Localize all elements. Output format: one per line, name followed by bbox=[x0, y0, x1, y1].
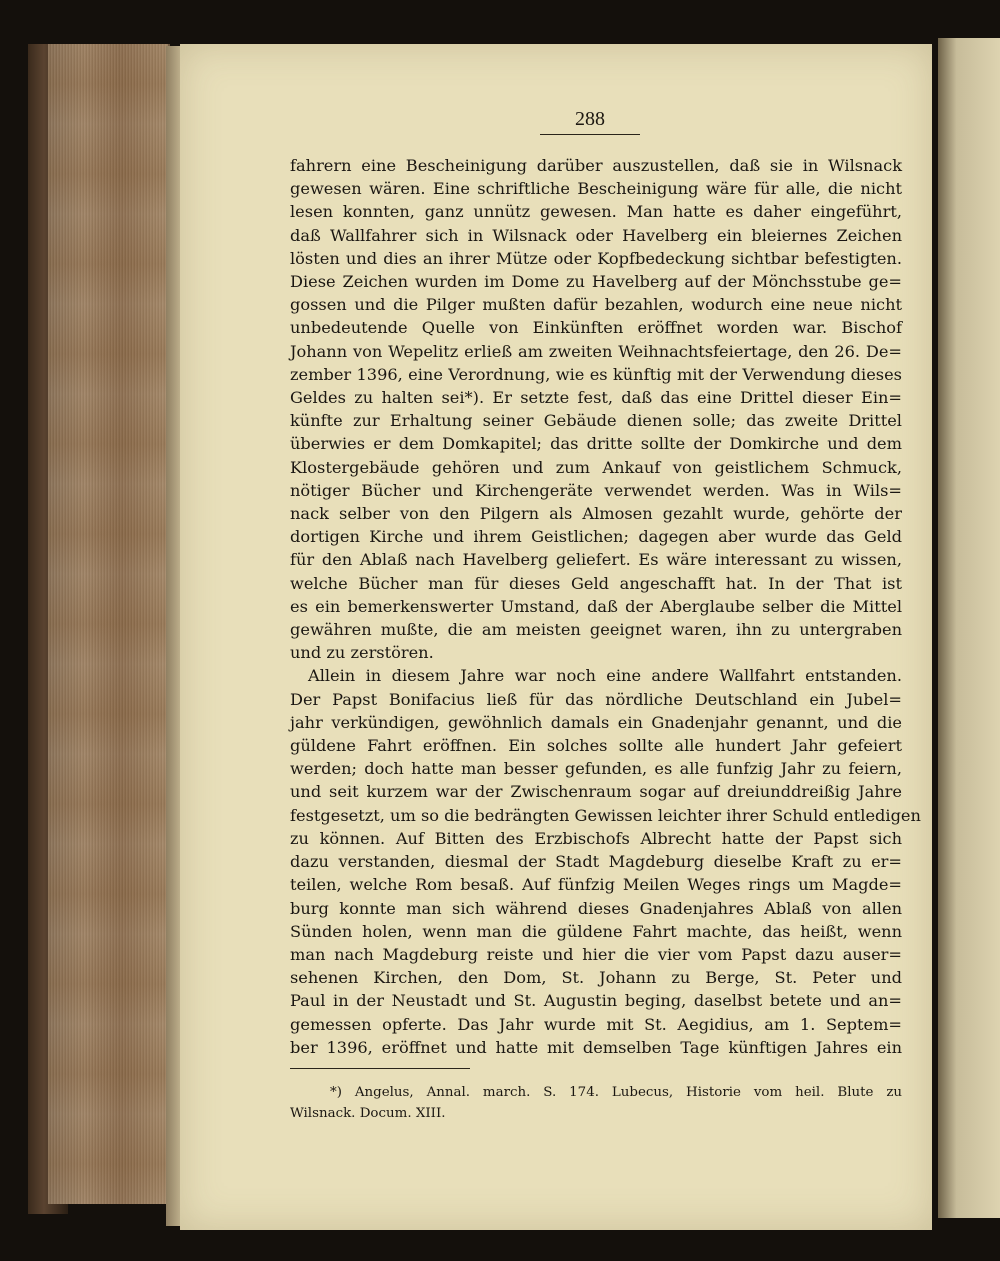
text-line: lesen konnten, ganz unnütz gewesen. Man hatte es daher eingeführt, bbox=[290, 202, 902, 222]
text-line: teilen, welche Rom besaß. Auf fünfzig Meilen Weges rings um Magde= bbox=[290, 875, 902, 895]
text-line: gewähren mußte, die am meisten geeignet waren, ihn zu untergraben bbox=[290, 620, 902, 640]
text-line: Allein in diesem Jahre war noch eine andere Wallfahrt entstanden. bbox=[308, 666, 902, 686]
text-line: güldene Fahrt eröffnen. Ein solches sollte alle hundert Jahr gefeiert bbox=[290, 736, 902, 756]
footnote bbox=[290, 1082, 902, 1124]
book-page bbox=[180, 44, 932, 1230]
text-line: gossen und die Pilger mußten dafür bezahlen, wodurch eine neue nicht bbox=[290, 295, 902, 315]
text-line: welche Bücher man für dieses Geld angeschafft hat. In der That ist bbox=[290, 573, 902, 593]
text-line: Der Papst Bonifacius ließ für das nördliche Deutschland ein Jubel= bbox=[290, 689, 902, 709]
text-line: burg konnte man sich während dieses Gnadenjahres Ablaß von allen bbox=[290, 898, 902, 918]
text-line: und seit kurzem war der Zwischenraum sogar auf dreiunddreißig Jahre bbox=[290, 782, 902, 802]
page-block-edges bbox=[48, 44, 170, 1204]
text-line: festgesetzt, um so die bedrängten Gewissen leichter ihrer Schuld entledigen bbox=[290, 805, 921, 825]
text-line: nötiger Bücher und Kirchengeräte verwendet werden. Was in Wils= bbox=[290, 480, 902, 500]
text-line: lösten und dies an ihrer Mütze oder Kopfbedeckung sichtbar befestigten. bbox=[290, 248, 902, 268]
text-line: für den Ablaß nach Havelberg geliefert. Es wäre interessant zu wissen, bbox=[290, 550, 902, 570]
text-line: Sünden holen, wenn man die güldene Fahrt machte, das heißt, wenn bbox=[290, 921, 902, 941]
text-line: Geldes zu halten sei*). Er setzte fest, daß das eine Drittel dieser Ein= bbox=[290, 388, 902, 408]
text-line: sehenen Kirchen, den Dom, St. Johann zu Berge, St. Peter und bbox=[290, 968, 902, 988]
text-line: daß Wallfahrer sich in Wilsnack oder Havelberg ein bleiernes Zeichen bbox=[290, 225, 902, 245]
text-line: jahr verkündigen, gewöhnlich damals ein Gnadenjahr genannt, und die bbox=[290, 712, 902, 732]
page-number-rule bbox=[540, 134, 640, 135]
text-line: gewesen wären. Eine schriftliche Bescheinigung wäre für alle, die nicht bbox=[290, 179, 902, 199]
text-line: dortigen Kirche und ihrem Geistlichen; dagegen aber wurde das Geld bbox=[290, 527, 902, 547]
text-line: nack selber von den Pilgern als Almosen gezahlt wurde, gehörte der bbox=[290, 504, 902, 524]
text-line: Klostergebäude gehören und zum Ankauf von geistlichem Schmuck, bbox=[290, 457, 902, 477]
text-line: unbedeutende Quelle von Einkünften eröffnet worden war. Bischof bbox=[290, 318, 902, 338]
text-line: ber 1396, eröffnet und hatte mit demselben Tage künftigen Jahres ein bbox=[290, 1037, 902, 1057]
text-line: künfte zur Erhaltung seiner Gebäude dienen solle; das zweite Drittel bbox=[290, 411, 902, 431]
text-line: man nach Magdeburg reiste und hier die vier vom Papst dazu auser= bbox=[290, 944, 902, 964]
text-line: Johann von Wepelitz erließ am zweiten Weihnachtsfeiertage, den 26. De= bbox=[290, 341, 902, 361]
text-line: fahrern eine Bescheinigung darüber auszustellen, daß sie in Wilsnack bbox=[290, 156, 902, 175]
footnote-line: *) Angelus, Annal. march. S. 174. Lubecus, Historie vom heil. Blute zu bbox=[330, 1085, 902, 1100]
text-line: gemessen opferte. Das Jahr wurde mit St. Aegidius, am 1. Septem= bbox=[290, 1014, 902, 1034]
text-line: es ein bemerkenswerter Umstand, daß der Aberglaube selber die Mittel bbox=[290, 596, 902, 616]
body-text bbox=[290, 154, 921, 1059]
footnote-line: Wilsnack. Docum. XIII. bbox=[290, 1106, 446, 1121]
text-line: zember 1396, eine Verordnung, wie es künftig mit der Verwendung dieses bbox=[290, 364, 902, 384]
text-line: Diese Zeichen wurden im Dome zu Havelberg auf der Mönchsstube ge= bbox=[290, 272, 902, 292]
text-line: überwies er dem Domkapitel; das dritte sollte der Domkirche und dem bbox=[290, 434, 902, 454]
facing-page-edge bbox=[938, 38, 1000, 1218]
page-number: 288 bbox=[575, 108, 605, 130]
footnote-rule bbox=[290, 1068, 470, 1069]
text-line: dazu verstanden, diesmal der Stadt Magdeburg dieselbe Kraft zu er= bbox=[290, 852, 902, 872]
text-line: werden; doch hatte man besser gefunden, es alle funfzig Jahr zu feiern, bbox=[290, 759, 902, 779]
text-line: Paul in der Neustadt und St. Augustin beging, daselbst betete und an= bbox=[290, 991, 902, 1011]
text-line: zu können. Auf Bitten des Erzbischofs Albrecht hatte der Papst sich bbox=[290, 828, 902, 848]
text-line: und zu zerstören. bbox=[290, 643, 434, 663]
